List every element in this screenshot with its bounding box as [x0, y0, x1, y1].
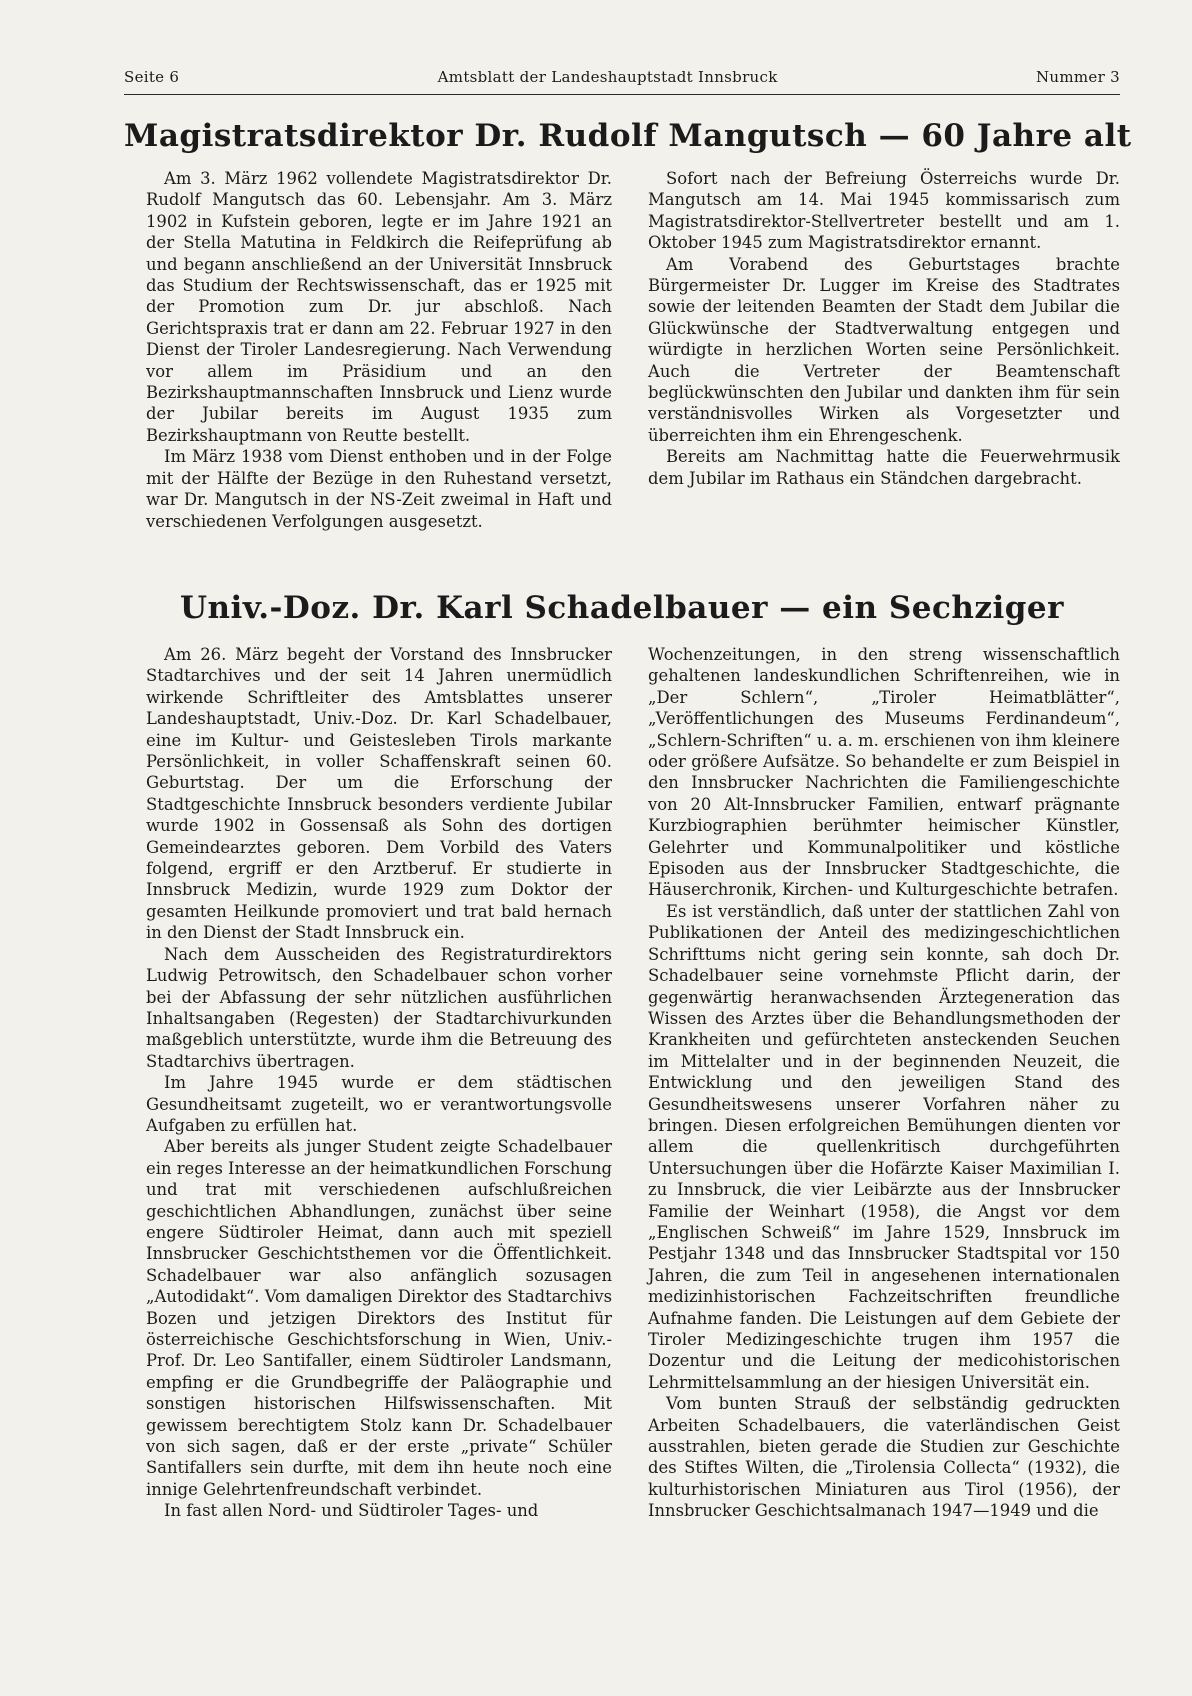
article-1-right-column: [648, 168, 1120, 489]
article-2-paragraph: Vom bunten Strauß der selbständig gedruckten Arbeiten Schadelbauers, die vaterländischen Geist ausstrahlen, bieten gerade die Studien zur Geschichte des Stiftes Wilten, die „Tirolensia Collecta“ (1932), die kulturhistorischen Miniaturen aus Tirol (1956), der Innsbrucker Geschichtsalmanach 1947—1949 und die: [648, 1394, 1120, 1521]
article-2-paragraph: Wochenzeitungen, in den streng wissenschaftlich gehaltenen landeskundlichen Schriftenreihen, wie in „Der Schlern“, „Tiroler Heimatblätter“, „Veröffentlichungen des Museums Ferdinandeum“, „Schlern-Schriften“ u. a. m. erschienen von ihm kleinere oder größere Aufsätze. So behandelte er zum Beispiel in den Innsbrucker Nachrichten die Familiengeschichte von 20 Alt-Innsbrucker Familien, entwarf prägnante Kurzbiographien berühmter heimischer Künstler, Gelehrter und Kommunalpolitiker und köstliche Episoden aus der Innsbrucker Stadtgeschichte, die Häuserchronik, Kirchen- und Kulturgeschichte betrafen.: [648, 645, 1120, 900]
running-header: [124, 68, 1120, 86]
issue-number: Nummer 3: [1036, 68, 1120, 86]
article-1-title: Magistratsdirektor Dr. Rudolf Mangutsch — 60 Jahre alt: [124, 118, 1132, 154]
article-2-left-column: [146, 644, 612, 1522]
article-1-left-column: [146, 168, 612, 532]
article-2-right-column: [648, 644, 1120, 1522]
article-2-paragraph: Nach dem Ausscheiden des Registraturdirektors Ludwig Petrowitsch, den Schadelbauer schon vorher bei der Abfassung der sehr nützlichen ausführlichen Inhaltsangaben (Regesten) der Stadtarchivurkunden maßgeblich unterstützte, wurde ihm die Betreuung des Stadtarchivs übertragen.: [146, 944, 612, 1071]
article-1-paragraph: Am 3. März 1962 vollendete Magistratsdirektor Dr. Rudolf Mangutsch das 60. Lebensjahr. Am 3. März 1902 in Kufstein geboren, legte er im Jahre 1921 an der Stella Matutina in Feldkirch die Reifeprüfung ab und begann anschließend an der Universität Innsbruck das Studium der Rechtswissenschaft, das er 1925 mit der Promotion zum Dr. jur abschloß. Nach Gerichtspraxis trat er dann am 22. Februar 1927 in den Dienst der Tiroler Landesregierung. Nach Verwendung vor allem im Präsidium und an den Bezirkshauptmannschaften Innsbruck und Lienz wurde der Jubilar bereits im August 1935 zum Bezirkshauptmann von Reutte bestellt.: [146, 169, 612, 445]
article-2-paragraph: Es ist verständlich, daß unter der stattlichen Zahl von Publikationen der Anteil des medizingeschichtlichen Schrifttums nicht gering sein konnte, sah doch Dr. Schadelbauer seine vornehmste Pflicht darin, der gegenwärtig heranwachsenden Ärztegeneration das Wissen des Arztes über die Behandlungsmethoden der Krankheiten und gefürchteten ansteckenden Seuchen im Mittelalter und in der beginnenden Neuzeit, die Entwicklung und den jeweiligen Stand des Gesundheitswesens unserer Vorfahren näher zu bringen. Diesen erfolgreichen Bemühungen dienten vor allem die quellenkritisch durchgeführten Untersuchungen über die Hofärzte Kaiser Maximilian I. zu Innsbruck, die vier Leibärzte aus der Innsbrucker Familie der Weinhart (1958), die Angst vor dem „Englischen Schweiß“ im Jahre 1529, Innsbruck im Pestjahr 1348 und das Innsbrucker Stadtspital vor 150 Jahren, die zum Teil in angesehenen internationalen medizinhistorischen Fachzeitschriften freundliche Aufnahme fanden. Die Leistungen auf dem Gebiete der Tiroler Medizingeschichte trugen ihm 1957 die Dozentur und die Leitung der medicohistorischen Lehrmittelsammlung an der hiesigen Universität ein.: [648, 901, 1120, 1392]
article-2-paragraph: Am 26. März begeht der Vorstand des Innsbrucker Stadtarchives und der seit 14 Jahren unermüdlich wirkende Schriftleiter des Amtsblattes unserer Landeshauptstadt, Univ.-Doz. Dr. Karl Schadelbauer, eine im Kultur- und Geistesleben Tirols markante Persönlichkeit, in voller Schaffenskraft seinen 60. Geburtstag. Der um die Erforschung der Stadtgeschichte Innsbruck besonders verdiente Jubilar wurde 1902 in Gossensaß als Sohn des dortigen Gemeindearztes geboren. Dem Vorbild des Vaters folgend, ergriff er den Arztberuf. Er studierte in Innsbruck Medizin, wurde 1929 zum Doktor der gesamten Heilkunde promoviert und trat bald hernach in den Dienst der Stadt Innsbruck ein.: [146, 645, 612, 943]
article-2-paragraph: Im Jahre 1945 wurde er dem städtischen Gesundheitsamt zugeteilt, wo er verantwortungsvolle Aufgaben zu erfüllen hat.: [146, 1073, 612, 1135]
article-1-paragraph: Am Vorabend des Geburtstages brachte Bürgermeister Dr. Lugger im Kreise des Stadtrates sowie der leitenden Beamten der Stadt dem Jubilar die Glückwünsche der Stadtverwaltung entgegen und würdigte in herzlichen Worten seine Persönlichkeit. Auch die Vertreter der Beamtenschaft beglückwünschten den Jubilar und dankten ihm für sein verständnisvolles Wirken als Vorgesetzter und überreichten ihm ein Ehrengeschenk.: [648, 254, 1120, 445]
article-2-paragraph: In fast allen Nord- und Südtiroler Tages- und: [164, 1501, 539, 1521]
article-2-title: Univ.-Doz. Dr. Karl Schadelbauer — ein Sechziger: [179, 590, 1064, 626]
article-1-paragraph: Im März 1938 vom Dienst enthoben und in der Folge mit der Hälfte der Bezüge in den Ruhestand versetzt, war Dr. Mangutsch in der NS-Zeit zweimal in Haft und verschiedenen Verfolgungen ausgesetzt.: [146, 447, 612, 531]
article-1-paragraph: Sofort nach der Befreiung Österreichs wurde Dr. Mangutsch am 14. Mai 1945 kommissarisch zum Magistratsdirektor-Stellvertreter bestellt und am 1. Oktober 1945 zum Magistratsdirektor ernannt.: [648, 169, 1120, 253]
header-rule: [124, 94, 1120, 95]
page-number: Seite 6: [124, 68, 180, 86]
article-2-paragraph: Aber bereits als junger Student zeigte Schadelbauer ein reges Interesse an der heimatkundlichen Forschung und trat mit verschiedenen aufschlußreichen geschichtlichen Abhandlungen, zunächst über seine engere Südtiroler Heimat, dann auch mit speziell Innsbrucker Geschichtsthemen vor die Öffentlichkeit. Schadelbauer war also anfänglich sozusagen „Autodidakt“. Vom damaligen Direktor des Stadtarchivs Bozen und jetzigen Direktors des Institut für österreichische Geschichtsforschung in Wien, Univ.-Prof. Dr. Leo Santifaller, einem Südtiroler Landsmann, empfing er die Grundbegriffe der Paläographie und sonstigen historischen Hilfswissenschaften. Mit gewissem berechtigtem Stolz kann Dr. Schadelbauer von sich sagen, daß er der erste „private“ Schüler Santifallers sein durfte, mit dem ihn heute noch eine innige Gelehrtenfreundschaft verbindet.: [146, 1137, 612, 1499]
article-1-paragraph: Bereits am Nachmittag hatte die Feuerwehrmusik dem Jubilar im Rathaus ein Ständchen dargebracht.: [648, 447, 1120, 488]
publication-title: Amtsblatt der Landeshauptstadt Innsbruck: [437, 68, 778, 86]
